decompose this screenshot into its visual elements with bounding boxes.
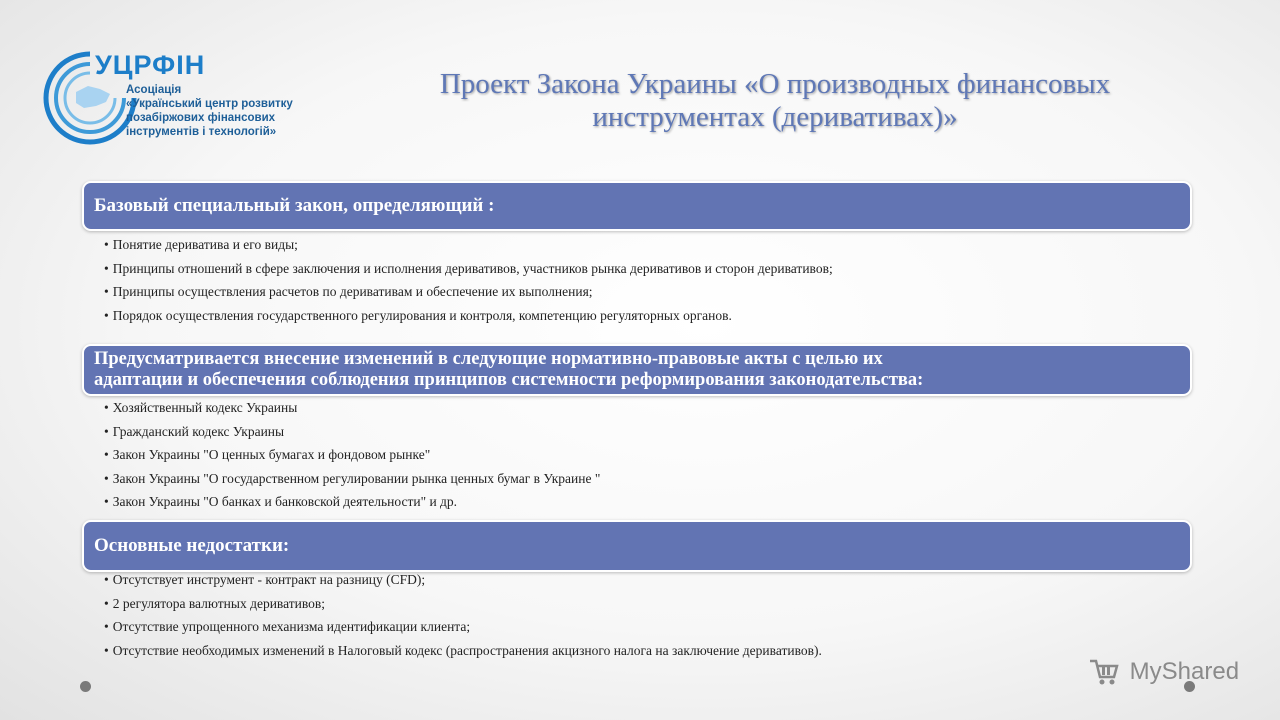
list-item: • Хозяйственный кодекс Украины bbox=[104, 396, 600, 420]
logo-caption bbox=[126, 83, 326, 139]
section-heading-amendments bbox=[82, 344, 1192, 396]
list-item: • Отсутствие упрощенного механизма идентификации клиента; bbox=[104, 615, 822, 639]
amendments-list bbox=[104, 396, 600, 514]
slide-title-line: инструментах (деривативах)» bbox=[592, 101, 958, 133]
myshared-watermark bbox=[1088, 657, 1239, 687]
section-heading-line: адаптации и обеспечения соблюдения принципов системности реформирования законодательства: bbox=[94, 370, 924, 390]
slide-title-line: Проект Закона Украины «О производных финансовых bbox=[439, 68, 1111, 100]
logo-caption-line: Асоціація bbox=[126, 84, 182, 96]
shopping-cart-icon bbox=[1088, 657, 1120, 687]
organization-logo bbox=[40, 48, 320, 158]
list-item: • Отсутствие необходимых изменений в Налоговый кодекс (распространения акцизного налога на заключение деривативов). bbox=[104, 639, 822, 663]
section-heading-line: Предусматривается внесение изменений в следующие нормативно-правовые акты с целью их bbox=[94, 349, 883, 369]
base-law-list bbox=[104, 233, 833, 327]
list-item: • Закон Украины "О государственном регулировании рынка ценных бумаг в Украине " bbox=[104, 467, 600, 491]
shortcomings-list bbox=[104, 568, 822, 662]
slide-title bbox=[370, 68, 1180, 134]
list-item: • Закон Украины "О банках и банковской деятельности" и др. bbox=[104, 490, 600, 514]
logo-caption-line: позабіржових фінансових bbox=[126, 112, 276, 124]
list-item: • Принципы отношений в сфере заключения и исполнения деривативов, участников рынка деривативов и сторон деривативов; bbox=[104, 257, 833, 281]
section-heading-shortcomings: Основные недостатки: bbox=[82, 520, 1192, 572]
logo-name: УЦРФІН bbox=[95, 50, 206, 80]
list-item: • Понятие деривативa и его виды; bbox=[104, 233, 833, 257]
list-item: • Принципы осуществления расчетов по деривативам и обеспечение их выполнения; bbox=[104, 280, 833, 304]
decorative-dot-left bbox=[80, 681, 91, 692]
list-item: • Порядок осуществления государственного регулирования и контроля, компетенцию регуляторных органов. bbox=[104, 304, 833, 328]
list-item: • Гражданский кодекс Украины bbox=[104, 420, 600, 444]
list-item: • Отсутствует инструмент - контракт на разницу (CFD); bbox=[104, 568, 822, 592]
section-heading-base-law: Базовый специальный закон, определяющий : bbox=[82, 181, 1192, 231]
watermark-text: MyShared bbox=[1129, 658, 1240, 685]
list-item: • Закон Украины "О ценных бумагах и фондовом рынке" bbox=[104, 443, 600, 467]
logo-caption-line: інструментів і технологій» bbox=[126, 126, 277, 138]
logo-caption-line: «Український центр розвитку bbox=[126, 98, 293, 110]
list-item: • 2 регулятора валютных деривативов; bbox=[104, 592, 822, 616]
